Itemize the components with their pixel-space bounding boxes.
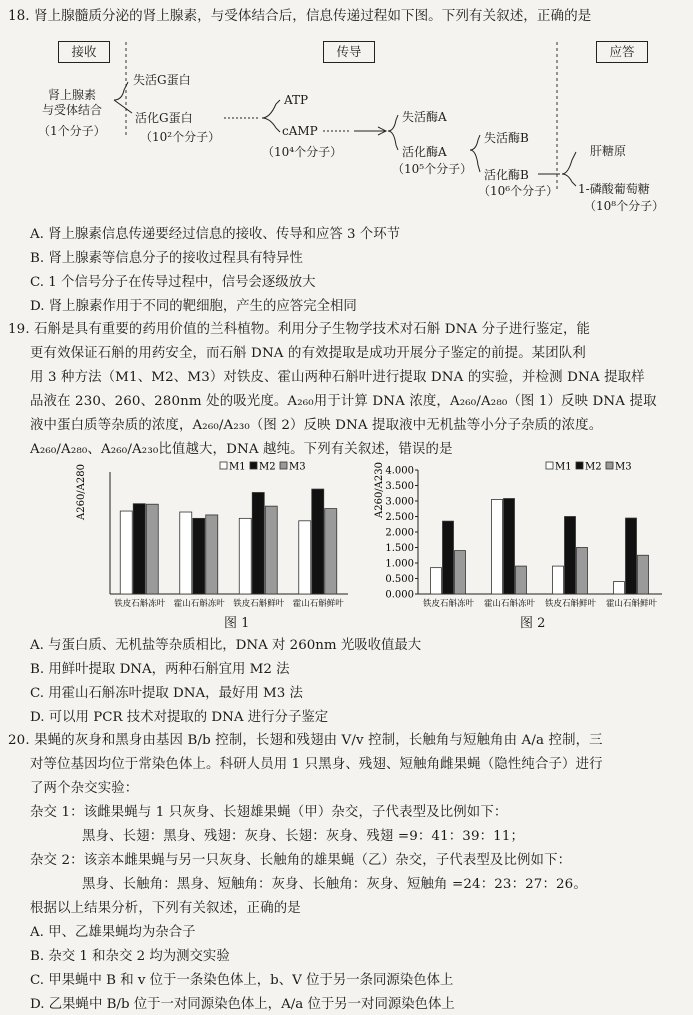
q19-option-b: B. 用鲜叶提取 DNA，两种石斛宜用 M2 法 bbox=[30, 662, 290, 677]
legend-label: M2 bbox=[585, 461, 602, 473]
legend-swatch bbox=[250, 462, 257, 469]
bar-m2 bbox=[193, 518, 205, 594]
bar-m1 bbox=[180, 512, 192, 594]
legend-label: M2 bbox=[259, 461, 276, 473]
bar-m3 bbox=[146, 504, 158, 594]
q20-line-2: 对等位基因均位于常染色体上。科研人员用 1 只黑身、残翅、短触角雌果蝇（隐性纯合子）进行 bbox=[30, 757, 603, 772]
legend-swatch bbox=[280, 462, 287, 469]
x-category-label: 霍山石斛冻叶 bbox=[173, 599, 225, 609]
fig2-caption: 图 2 bbox=[520, 616, 546, 631]
start-line2: 与受体结合 bbox=[42, 103, 103, 117]
x-category-label: 霍山石斛鲜叶 bbox=[292, 599, 344, 609]
box-receive: 接收 bbox=[58, 41, 110, 63]
q19-line-4: 品液在 230、260、280nm 处的吸光度。A₂₆₀用于计算 DNA 浓度，A₂₆₀/A₂₈₀（图 1）反映 DNA 提取 bbox=[30, 394, 657, 409]
x-category-label: 铁皮石斛冻叶 bbox=[114, 599, 166, 609]
x-category-label: 霍山石斛冻叶 bbox=[483, 599, 536, 609]
q20-option-c: C. 甲果蝇中 B 和 v 位于一条染色体上，b、V 位于另一条同源染色体上 bbox=[30, 973, 454, 988]
q19-line-5: 液中蛋白质等杂质的浓度，A₂₆₀/A₂₃₀（图 2）反映 DNA 提取液中无机盐等小分子杂质的浓度。 bbox=[30, 418, 603, 433]
bar-m3 bbox=[206, 515, 218, 594]
start-line1: 肾上腺素 bbox=[48, 88, 97, 102]
y-axis-label: A260/A230 bbox=[374, 462, 385, 518]
enzA-active: 活化酶A bbox=[402, 145, 447, 159]
q19-line-2: 更有效保证石斛的用药安全，而石斛 DNA 的有效提取是成功开展分子鉴定的前提。某团队利 bbox=[30, 346, 586, 361]
enzB-active: 活化酶B bbox=[484, 168, 529, 182]
bar-m2 bbox=[565, 517, 576, 595]
y-axis-label: A260/A280 bbox=[76, 464, 87, 520]
bar-m2 bbox=[504, 499, 515, 594]
legend-label: M1 bbox=[229, 461, 246, 473]
q20-cross2-b: 黑身、长触角：黑身、短触角：灰身、长触角：灰身、短触角 =24：23：27：26。 bbox=[82, 877, 587, 892]
x-category-label: 霍山石斛鲜叶 bbox=[605, 599, 658, 609]
q20-ask: 根据以上结果分析，下列有关叙述，正确的是 bbox=[30, 901, 301, 916]
bar-m3 bbox=[577, 548, 588, 595]
camp-count: （10⁴个分子） bbox=[262, 145, 343, 159]
chart-fig2 bbox=[370, 458, 670, 618]
q18-option-c: C. 1 个信号分子在传导过程中，信号会逐级放大 bbox=[30, 275, 316, 290]
g-count: （10²个分子） bbox=[140, 130, 221, 144]
bar-m3 bbox=[516, 566, 527, 594]
atp-label: ATP bbox=[284, 93, 309, 107]
enzB-count: （10⁶个分子） bbox=[478, 184, 559, 198]
enzB-inactive: 失活酶B bbox=[484, 131, 529, 145]
q19-line-1: 19. 石斛是具有重要的药用价值的兰科植物。利用分子生物学技术对石斛 DNA 分子进行鉴定，能 bbox=[8, 322, 591, 337]
bar-m3 bbox=[265, 506, 277, 594]
y-tick-label: 0.500 bbox=[385, 574, 414, 585]
bar-m1 bbox=[431, 568, 442, 594]
chart-legend bbox=[546, 462, 632, 473]
q20-line-1: 20. 果蝇的灰身和黑身由基因 B/b 控制，长翅和残翅由 V/v 控制，长触角与短触角由 A/a 控制，三 bbox=[8, 733, 603, 748]
y-tick-label: 2.000 bbox=[385, 527, 414, 539]
legend-label: M3 bbox=[615, 461, 632, 473]
legend-label: M3 bbox=[289, 461, 306, 473]
q19-option-c: C. 用霍山石斛冻叶提取 DNA，最好用 M3 法 bbox=[30, 686, 303, 701]
q18-stem: 18. 肾上腺髓质分泌的肾上腺素，与受体结合后，信息传递过程如下图。下列有关叙述，正确的是 bbox=[8, 8, 592, 24]
box-transduce: 传导 bbox=[323, 41, 375, 63]
legend-swatch bbox=[576, 462, 583, 469]
bar-m1 bbox=[553, 566, 564, 594]
fig1-caption: 图 1 bbox=[224, 616, 250, 631]
bar-m2 bbox=[252, 492, 264, 594]
bar-m3 bbox=[325, 509, 337, 594]
chart-legend bbox=[220, 462, 306, 473]
q18-option-b: B. 肾上腺素等信息分子的接收过程具有特异性 bbox=[30, 251, 303, 266]
y-tick-label: 1.000 bbox=[385, 558, 414, 570]
y-tick-label: 1.500 bbox=[385, 543, 414, 554]
chart-fig1 bbox=[70, 458, 360, 618]
bar-m1 bbox=[492, 499, 503, 594]
bar-m1 bbox=[614, 582, 625, 594]
x-category-label: 铁皮石斛冻叶 bbox=[422, 599, 475, 609]
legend-swatch bbox=[606, 462, 613, 469]
glycogen-label: 肝糖原 bbox=[590, 144, 627, 158]
legend-label: M1 bbox=[555, 461, 572, 473]
y-tick-label: 4.000 bbox=[385, 465, 414, 477]
start-count: （1个分子） bbox=[38, 124, 106, 138]
y-tick-label: 0.000 bbox=[385, 589, 414, 601]
box-respond: 应答 bbox=[596, 41, 648, 63]
bar-m2 bbox=[443, 521, 454, 594]
q20-cross1-b: 黑身、长翅：黑身、残翅：灰身、长翅：灰身、残翅 =9：41：39：11； bbox=[82, 829, 525, 844]
q19-option-a: A. 与蛋白质、无机盐等杂质相比，DNA 对 260nm 光吸收值最大 bbox=[30, 638, 422, 653]
q19-line-3: 用 3 种方法（M1、M2、M3）对铁皮、霍山两种石斛叶进行提取 DNA 的实验，并检测 DNA 提取样 bbox=[30, 370, 645, 385]
q20-line-3: 了两个杂交实验： bbox=[30, 781, 139, 796]
legend-swatch bbox=[546, 462, 553, 469]
bar-m1 bbox=[299, 521, 311, 594]
x-category-label: 铁皮石斛鲜叶 bbox=[544, 599, 597, 609]
bar-m3 bbox=[638, 555, 649, 594]
q20-option-a: A. 甲、乙雄果蝇均为杂合子 bbox=[30, 925, 196, 940]
x-category-label: 铁皮石斛鲜叶 bbox=[233, 599, 285, 609]
bar-m3 bbox=[455, 551, 466, 594]
bar-m1 bbox=[239, 518, 251, 594]
g-active: 活化G蛋白 bbox=[135, 111, 193, 125]
q20-option-d: D. 乙果蝇中 B/b 位于一对同源染色体上，A/a 位于另一对同源染色体上 bbox=[30, 997, 455, 1012]
q18-option-d: D. 肾上腺素作用于不同的靶细胞，产生的应答完全相同 bbox=[30, 299, 357, 314]
q20-option-b: B. 杂交 1 和杂交 2 均为测交实验 bbox=[30, 949, 230, 964]
g1p-count: （10⁸个分子） bbox=[584, 199, 665, 213]
bar-m1 bbox=[120, 511, 132, 594]
enzA-count: （10⁵个分子） bbox=[392, 162, 473, 176]
y-tick-label: 3.000 bbox=[385, 496, 414, 508]
g-inactive: 失活G蛋白 bbox=[133, 73, 191, 87]
q20-cross1-a: 杂交 1：该雌果蝇与 1 只灰身、长翅雄果蝇（甲）杂交，子代表型及比例如下： bbox=[30, 805, 508, 820]
q19-line-6: A₂₆₀/A₂₈₀、A₂₆₀/A₂₃₀比值越大，DNA 越纯。下列有关叙述，错误的是 bbox=[30, 442, 453, 457]
y-tick-label: 2.500 bbox=[385, 512, 414, 523]
bar-m2 bbox=[133, 504, 145, 594]
q20-cross2-a: 杂交 2：该亲本雌果蝇与另一只灰身、长触角的雄果蝇（乙）杂交，子代表型及比例如下： bbox=[30, 853, 572, 868]
y-tick-label: 3.500 bbox=[385, 481, 414, 492]
camp-label: cAMP bbox=[282, 124, 318, 138]
enzA-inactive: 失活酶A bbox=[402, 110, 447, 124]
q18-option-a: A. 肾上腺素信息传递要经过信息的接收、传导和应答 3 个环节 bbox=[30, 227, 400, 242]
bar-m2 bbox=[626, 518, 637, 594]
q19-option-d: D. 可以用 PCR 技术对提取的 DNA 进行分子鉴定 bbox=[30, 710, 329, 725]
g1p-label: 1-磷酸葡萄糖 bbox=[578, 182, 650, 196]
bar-m2 bbox=[312, 489, 324, 594]
legend-swatch bbox=[220, 462, 227, 469]
